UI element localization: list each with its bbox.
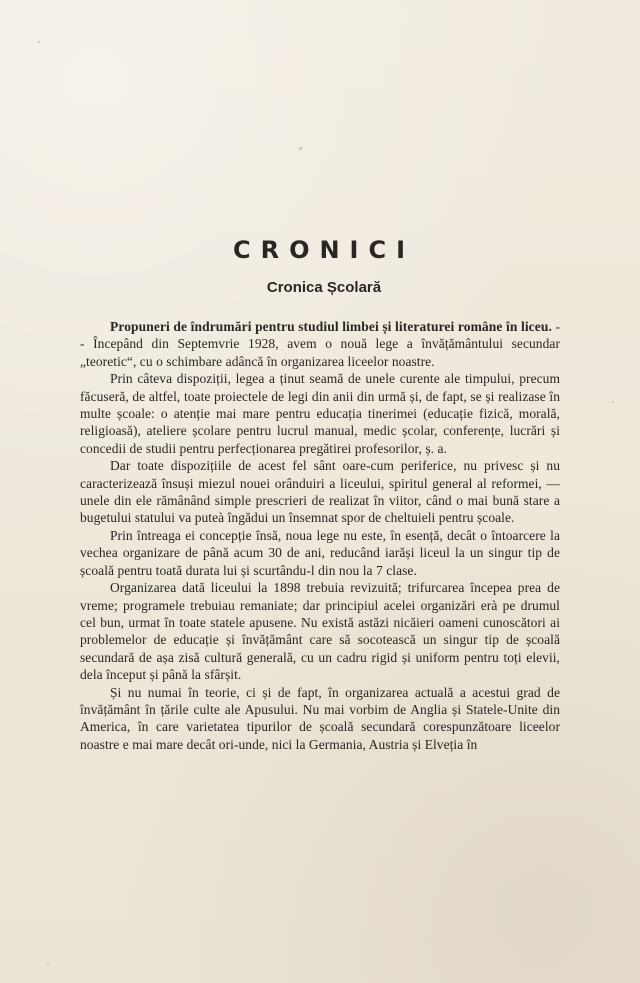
paragraph-text: Organizarea dată liceului la 1898 trebuia revizuită; trifurcarea începea prea de vreme; programele trebuiau remaniate; dar principiul acelei organizări erà pe drumul cel bun, urmat în toate statele apusene. Nu există astăzi nicăieri oameni cunoscători ai problemelor de educație și învățământ care să socotească un singur tip de școală secundară de așa zisă cultură generală, cu un cadru rigid și uniform pentru toți elevii, dela început și până la sfârșit.: [80, 580, 560, 683]
paragraph: [80, 684, 560, 754]
paper-speck: [299, 147, 302, 150]
paragraph-text: Dar toate dispozițiile de acest fel sânt oare-cum periferice, nu privesc și nu caracterizează însuși miezul nouei orânduiri a liceului, spiritul general al reformei, — unele din ele rămânând simple prescrieri de realizat în viitor, când o mai bună stare a bugetului statului va puteà îngădui un însemnat spor de cheltuieli pentru școale.: [80, 458, 560, 526]
paper-speck: [38, 41, 40, 43]
paragraph: [80, 457, 560, 527]
paragraph-heading: Propuneri de îndrumări pentru studiul limbei și literaturei române în liceu.: [110, 319, 552, 334]
paragraph: [80, 370, 560, 457]
paragraph: [80, 579, 560, 683]
paper-speck: [612, 401, 614, 403]
article-body: [80, 318, 560, 753]
paragraph-text: Și nu numai în teorie, ci și de fapt, în organizarea actuală a acestui grad de învățământ în țările culte ale Apusului. Nu mai vorbim de Anglia și Statele-Unite din America, în care varietatea tipurilor de școală secundară corespunzătoare liceelor noastre e mai mare decât ori-unde, nici la Germania, Austria și Elveția în: [80, 684, 560, 752]
paragraph: [80, 527, 560, 579]
paper-speck: [47, 963, 49, 965]
paragraph: [80, 318, 560, 370]
page-title: CRONICI: [232, 236, 416, 264]
paragraph-text: Prin câteva dispoziții, legea a ținut seamă de unele curente ale timpului, precum făcuseră, de altfel, toate proiectele de legi din anii din urmă și, de fapt, se și realizase în multe școale: o atenție mai mare pentru educația tinerimei (educație fizică, morală, religioasă), ateliere școlare pentru lucrul manual, medic școlar, conferențe, lucrări și concedii de studii pentru perfecționarea pregătirei profesorilor, ș. a.: [80, 371, 560, 456]
section-title: Cronica Școlară: [266, 279, 382, 296]
paragraph-text: -- Începând din Septemvrie 1928, avem o nouă lege a învățământului secundar „teoretic“, cu o schimbare adâncă în organizarea liceelor noastre.: [80, 319, 560, 369]
paragraph-text: Prin întreaga ei concepție însă, noua lege nu este, în esență, decât o întoarcere la vechea organizare de până acum 30 de ani, reducând iarăși liceul la un singur tip de școală pentru toată durata lui și scurtându-l din nou la 7 clase.: [80, 527, 560, 578]
